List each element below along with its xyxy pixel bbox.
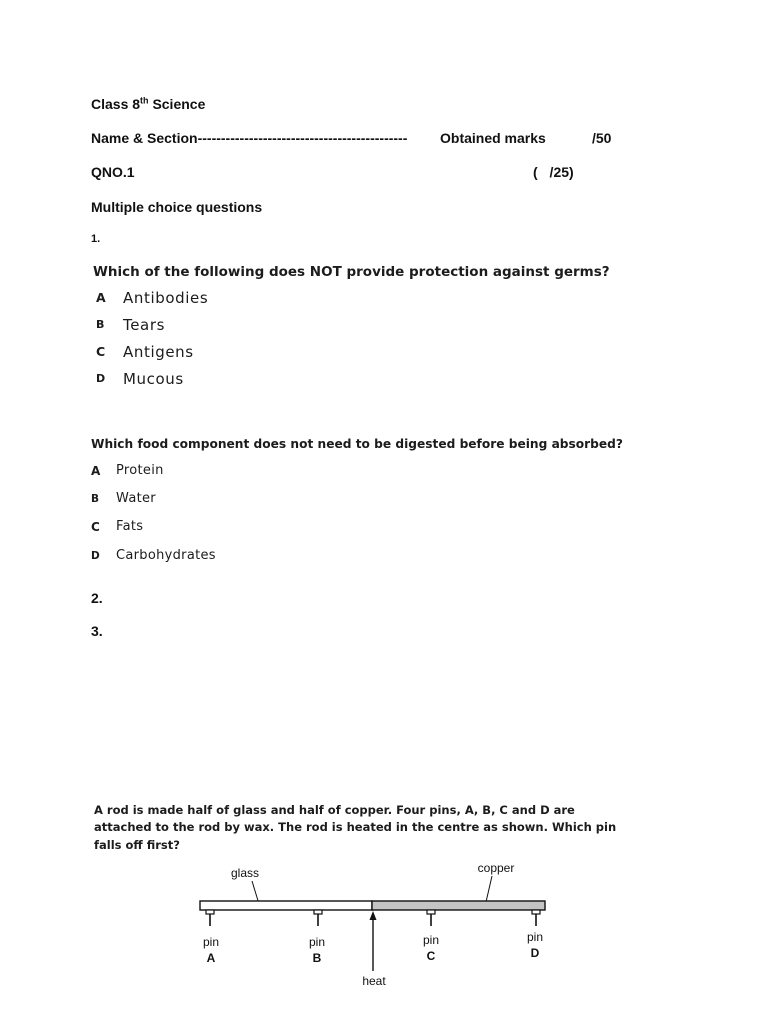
heat-arrow [362, 911, 386, 988]
q1-option-a-letter: A [96, 290, 106, 305]
pin-b-head [314, 910, 322, 914]
heat-arrow-head [370, 911, 377, 920]
q1-option-c-text: Antigens [123, 343, 194, 361]
subject-label: Science [152, 96, 206, 112]
rod-copper-half [372, 901, 545, 910]
q2-option-b-letter: B [91, 493, 100, 505]
q1-option-c-letter: C [96, 344, 106, 359]
pin-a-head [206, 910, 214, 914]
q1-option-b-letter: B [96, 318, 105, 331]
class-title [91, 94, 205, 114]
name-section-line: Name & Section--------------------------------------------- [91, 130, 408, 146]
obtained-marks-label: Obtained marks [440, 130, 546, 146]
q2-option-a-letter: A [91, 464, 101, 478]
rod-diagram [180, 855, 570, 1000]
pin-b [309, 910, 325, 965]
total-marks: /50 [592, 130, 612, 146]
pin-d-word: pin [526, 930, 544, 944]
q2-option-c-letter: C [91, 520, 100, 534]
pin-a-letter: A [206, 951, 216, 965]
q1-option-d-text: Mucous [123, 370, 184, 388]
q2-option-d-text: Carbohydrates [116, 548, 216, 563]
question-number-1: 1. [91, 233, 101, 245]
pin-b-letter: B [312, 951, 322, 965]
pin-c-word: pin [422, 933, 440, 947]
pin-d-head [532, 910, 540, 914]
q1-option-d-letter: D [96, 372, 106, 385]
copper-label: copper [477, 861, 515, 875]
q3-text-line-3: falls off first? [94, 838, 180, 852]
rod-glass-half [200, 901, 372, 910]
pin-a-word: pin [202, 935, 220, 949]
question-number-2: 2. [91, 590, 103, 606]
question-number-label: QNO.1 [91, 164, 135, 180]
q1-option-a-text: Antibodies [123, 289, 209, 307]
heat-label: heat [362, 974, 386, 988]
q3-text-line-1: A rod is made half of glass and half of copper. Four pins, A, B, C and D are [94, 803, 575, 817]
q2-option-c-text: Fats [116, 519, 144, 534]
pin-a [203, 910, 219, 965]
q2-text: Which food component does not need to be digested before being absorbed? [91, 437, 623, 451]
pin-c-head [427, 910, 435, 914]
pin-c-letter: C [426, 949, 436, 963]
glass-label: glass [230, 866, 260, 880]
q2-option-a-text: Protein [116, 463, 164, 478]
pin-b-word: pin [308, 935, 326, 949]
pin-c [423, 910, 439, 963]
pin-d-letter: D [530, 946, 540, 960]
class-label: Class 8 [91, 96, 141, 112]
question-number-3: 3. [91, 623, 103, 639]
q1-option-b-text: Tears [123, 316, 166, 334]
section-title: Multiple choice questions [91, 199, 263, 215]
q3-text-line-2: attached to the rod by wax. The rod is heated in the centre as shown. Which pin [94, 820, 617, 834]
q2-option-b-text: Water [116, 491, 156, 506]
q2-option-d-letter: D [91, 550, 100, 562]
class-ordinal-suffix: th [140, 95, 149, 106]
rod [200, 901, 545, 910]
question-marks: ( /25) [533, 164, 574, 180]
copper-leader-line [486, 876, 492, 902]
pin-d [527, 910, 543, 960]
q1-text: Which of the following does NOT provide protection against germs? [93, 264, 610, 280]
